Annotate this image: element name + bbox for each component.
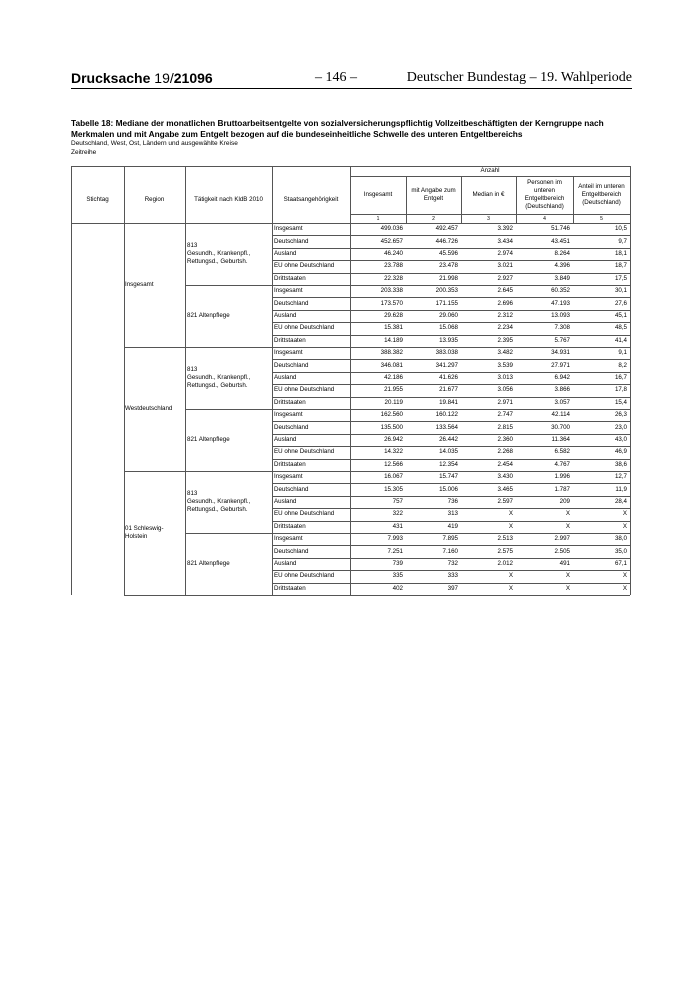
value-cell-col-3: 2.971 <box>497 398 513 406</box>
table-subtitle: Deutschland, West, Ost, Ländern und ausgewählte Kreise <box>71 140 238 147</box>
group-rule-2-1 <box>185 533 630 534</box>
value-cell-col-3: 2.927 <box>497 274 513 282</box>
value-cell-col-2: 492.457 <box>435 225 458 233</box>
staatsangehoerigkeit-cell: EU ohne Deutschland <box>274 448 335 456</box>
value-cell-col-1: 29.628 <box>384 312 403 319</box>
row-rule <box>272 583 630 584</box>
col-number-5: 5 <box>600 215 603 222</box>
value-cell-col-4: 491 <box>559 560 570 567</box>
value-cell-col-2: 160.122 <box>435 411 458 419</box>
value-cell-col-2: 21.998 <box>439 274 458 282</box>
value-cell-col-5: 38,0 <box>614 535 627 543</box>
value-cell-col-2: 419 <box>447 522 458 530</box>
drucksache-number-bold: 21096 <box>173 70 213 86</box>
value-cell-col-5: 45,1 <box>614 312 627 319</box>
col-rule-staat <box>272 166 273 223</box>
value-cell-col-1: 42.186 <box>384 374 403 381</box>
region-rule-1 <box>124 347 630 348</box>
value-cell-col-2: 732 <box>447 560 458 567</box>
value-cell-col-5: 11,9 <box>615 485 627 493</box>
value-cell-col-1: 452.657 <box>380 237 403 245</box>
value-cell-col-5: 41,4 <box>614 336 627 344</box>
row-rule <box>272 359 630 360</box>
page-number: – 146 – <box>315 70 357 85</box>
value-cell-col-1: 26.942 <box>384 436 403 443</box>
value-cell-col-2: 26.442 <box>439 436 458 443</box>
value-cell-col-1: 46.240 <box>384 250 403 257</box>
value-cell-col-3: 2.747 <box>497 411 513 419</box>
value-cell-col-4: 60.352 <box>551 287 570 295</box>
value-cell-col-3: 2.268 <box>497 448 513 456</box>
group-rule-1-1 <box>185 409 630 410</box>
region-rule-2 <box>124 471 630 472</box>
value-cell-col-3: 2.395 <box>497 336 513 344</box>
value-cell-col-5: 8,2 <box>618 361 627 369</box>
value-cell-col-4: 4.396 <box>554 262 570 270</box>
value-cell-col-5: 26,3 <box>614 411 627 419</box>
col-number-1: 1 <box>376 215 380 222</box>
group-staat-rule <box>272 347 273 409</box>
value-cell-col-5: 35,0 <box>614 547 627 555</box>
col-header-region: Region <box>144 195 165 203</box>
staatsangehoerigkeit-cell: EU ohne Deutschland <box>274 324 335 332</box>
staatsangehoerigkeit-cell: EU ohne Deutschland <box>274 572 335 580</box>
value-cell-col-2: 15.747 <box>439 473 458 481</box>
staatsangehoerigkeit-cell: Insgesamt <box>274 473 303 481</box>
staatsangehoerigkeit-cell: Drittstaaten <box>274 398 306 406</box>
staatsangehoerigkeit-cell: Deutschland <box>274 423 309 431</box>
col-header-taetigkeit: Tätigkeit nach KldB 2010 <box>194 195 263 203</box>
staatsangehoerigkeit-cell: EU ohne Deutschland <box>274 386 335 394</box>
value-cell-col-4: X <box>565 584 570 592</box>
group-staat-rule <box>272 409 273 471</box>
value-cell-col-4: 4.767 <box>554 460 570 468</box>
value-cell-col-3: 2.696 <box>497 299 513 307</box>
col-header-mit_angabe: mit Angabe zum Entgelt <box>411 187 456 202</box>
row-rule <box>272 397 630 398</box>
value-cell-col-2: 333 <box>447 572 458 580</box>
table-subtitle-series: Zeitreihe <box>71 149 97 156</box>
value-cell-col-3: 2.597 <box>497 498 513 505</box>
table-bottom-rule <box>124 595 630 596</box>
value-cell-col-3: 3.392 <box>497 225 513 233</box>
row-rule <box>272 273 630 274</box>
staatsangehoerigkeit-cell: Deutschland <box>274 485 309 493</box>
table-right-rule <box>630 166 631 595</box>
value-cell-col-2: 21.677 <box>439 386 458 394</box>
value-cell-col-4: 209 <box>559 498 570 505</box>
taetigkeit-label: 813 Gesundh., Krankenpfl., Rettungsd., Geburtsh. <box>187 490 251 513</box>
group-staat-rule <box>272 285 273 347</box>
value-cell-col-5: 23,0 <box>614 423 627 431</box>
group-left-rule <box>185 347 186 409</box>
value-cell-col-4: 47.193 <box>551 299 570 307</box>
value-cell-col-5: X <box>622 572 627 580</box>
row-rule <box>272 521 630 522</box>
value-cell-col-1: 499.036 <box>380 225 403 233</box>
value-cell-col-2: 14.035 <box>439 448 458 456</box>
value-cell-col-5: 28,4 <box>614 498 627 505</box>
staatsangehoerigkeit-cell: Ausland <box>274 312 297 319</box>
value-cell-col-3: 2.645 <box>497 287 513 295</box>
value-cell-col-3: 3.539 <box>497 361 513 369</box>
drucksache-number-prefix: 19/ <box>154 70 174 86</box>
value-cell-col-3: 3.021 <box>497 262 513 270</box>
taetigkeit-label: 813 Gesundh., Krankenpfl., Rettungsd., Geburtsh. <box>187 242 251 265</box>
value-cell-col-3: 2.974 <box>497 250 513 257</box>
value-cell-col-2: 397 <box>447 584 458 592</box>
row-rule <box>272 384 630 385</box>
value-cell-col-4: 3.849 <box>554 274 570 282</box>
drucksache-label: Drucksache <box>71 70 151 86</box>
value-cell-col-2: 736 <box>447 498 458 505</box>
group-left-rule <box>185 285 186 347</box>
row-rule <box>272 248 630 249</box>
value-cell-col-4: X <box>565 510 570 518</box>
value-cell-col-3: 3.434 <box>497 237 513 245</box>
group-rule-0-1 <box>185 285 630 286</box>
value-cell-col-2: 15.068 <box>439 324 458 332</box>
table-title: Tabelle 18: Mediane der monatlichen Bruttoarbeitsentgelte von sozialversicherungspflichtig Vollzeitbeschäftigten der Kerngruppe nach Merkmalen und mit Angabe zum Entgelt bezogen auf die bundeseinheitliche Schwelle des unteren Entgeltbereichs <box>71 118 604 139</box>
value-cell-col-4: 27.971 <box>551 361 570 369</box>
value-cell-col-3: 3.482 <box>497 349 513 357</box>
row-rule <box>272 545 630 546</box>
value-cell-col-3: 2.513 <box>497 535 513 543</box>
row-rule <box>272 421 630 422</box>
value-cell-col-1: 388.382 <box>380 349 403 357</box>
row-rule <box>272 446 630 447</box>
value-cell-col-1: 14.322 <box>384 448 403 456</box>
taetigkeit-label: 821 Altenpflege <box>187 312 230 319</box>
row-rule <box>272 310 630 311</box>
row-rule <box>272 235 630 236</box>
value-cell-col-4: 42.114 <box>551 411 570 419</box>
value-cell-col-2: 13.935 <box>439 336 458 344</box>
value-cell-col-1: 757 <box>392 498 403 505</box>
value-cell-col-4: 30.700 <box>551 423 570 431</box>
value-cell-col-5: 18,7 <box>614 262 627 270</box>
value-cell-col-5: 48,5 <box>614 324 627 332</box>
staatsangehoerigkeit-cell: Insgesamt <box>274 535 303 543</box>
value-cell-col-4: 3.057 <box>554 398 570 406</box>
row-rule <box>272 434 630 435</box>
staatsangehoerigkeit-cell: Ausland <box>274 498 297 505</box>
value-cell-col-5: 9,7 <box>618 237 627 245</box>
staatsangehoerigkeit-cell: Drittstaaten <box>274 522 306 530</box>
value-cell-col-5: X <box>622 584 627 592</box>
value-cell-col-5: 27,6 <box>614 299 627 307</box>
value-cell-col-5: 9,1 <box>618 349 627 357</box>
value-cell-col-5: 17,8 <box>614 386 627 394</box>
group-left-rule <box>185 533 186 595</box>
value-cell-col-4: 13.093 <box>551 312 570 319</box>
row-rule <box>272 558 630 559</box>
value-cell-col-3: 2.454 <box>497 460 513 468</box>
col-number-2: 2 <box>432 215 435 222</box>
value-cell-col-3: X <box>508 510 513 518</box>
value-cell-col-2: 45.596 <box>439 250 458 257</box>
value-cell-col-4: 3.866 <box>554 386 570 394</box>
staatsangehoerigkeit-cell: Drittstaaten <box>274 584 306 592</box>
value-cell-col-5: 16,7 <box>614 374 627 381</box>
value-cell-col-3: 2.312 <box>497 312 513 319</box>
value-cell-col-2: 7.160 <box>442 547 458 555</box>
value-cell-col-2: 12.354 <box>439 460 458 468</box>
value-cell-col-1: 335 <box>392 572 403 580</box>
value-cell-col-5: 15,4 <box>614 398 627 406</box>
region-name: 01 Schleswig- Holstein <box>125 525 164 540</box>
value-cell-col-4: 6.942 <box>554 374 570 381</box>
value-cell-col-1: 22.328 <box>384 274 403 282</box>
value-cell-col-1: 7.251 <box>387 547 403 555</box>
value-cell-col-3: X <box>508 572 513 580</box>
value-cell-col-4: X <box>565 572 570 580</box>
taetigkeit-label: 813 Gesundh., Krankenpfl., Rettungsd., Geburtsh. <box>187 366 251 389</box>
col-header-stichtag: Stichtag <box>86 195 109 203</box>
value-cell-col-5: 30,1 <box>614 287 627 295</box>
table-left-rule <box>71 166 72 595</box>
staatsangehoerigkeit-cell: Ausland <box>274 250 297 257</box>
col-number-4: 4 <box>543 215 546 222</box>
value-cell-col-3: 3.013 <box>497 374 513 381</box>
value-cell-col-2: 171.155 <box>435 299 458 307</box>
staatsangehoerigkeit-cell: Ausland <box>274 560 297 567</box>
value-cell-col-1: 402 <box>392 584 403 592</box>
value-cell-col-3: 2.012 <box>497 560 513 567</box>
value-cell-col-2: 313 <box>447 510 458 518</box>
col-rule-taetigkeit <box>185 166 186 223</box>
value-cell-col-5: 38,6 <box>614 460 627 468</box>
value-cell-col-1: 7.993 <box>387 535 403 543</box>
value-cell-col-4: 2.505 <box>554 547 570 555</box>
publisher: Deutscher Bundestag – 19. Wahlperiode <box>406 70 632 85</box>
value-cell-col-2: 29.060 <box>439 312 458 319</box>
row-rule <box>272 372 630 373</box>
row-rule <box>272 459 630 460</box>
staatsangehoerigkeit-cell: Deutschland <box>274 237 309 245</box>
taetigkeit-label: 821 Altenpflege <box>187 436 230 443</box>
group-left-rule <box>185 223 186 285</box>
value-cell-col-4: 11.364 <box>551 436 570 443</box>
col-header-anzahl: Anzahl <box>480 167 500 174</box>
row-rule <box>272 335 630 336</box>
value-cell-col-5: 12,7 <box>614 473 627 481</box>
value-cell-col-5: X <box>622 522 627 530</box>
value-cell-col-5: 46,9 <box>614 448 627 456</box>
value-cell-col-2: 23.478 <box>439 262 458 270</box>
value-cell-col-2: 133.564 <box>435 423 458 431</box>
value-cell-col-1: 739 <box>392 560 403 567</box>
row-rule <box>272 508 630 509</box>
staatsangehoerigkeit-cell: Drittstaaten <box>274 460 306 468</box>
value-cell-col-4: 5.767 <box>554 336 570 344</box>
row-rule <box>272 496 630 497</box>
value-cell-col-1: 322 <box>392 510 403 518</box>
staatsangehoerigkeit-cell: Insgesamt <box>274 225 303 233</box>
col-header-median: Median in € <box>472 191 505 198</box>
staatsangehoerigkeit-cell: Deutschland <box>274 299 309 307</box>
value-cell-col-3: 3.430 <box>497 473 513 481</box>
taetigkeit-label: 821 Altenpflege <box>187 560 230 567</box>
row-rule <box>272 570 630 571</box>
value-cell-col-1: 203.338 <box>380 287 403 295</box>
value-cell-col-3: 2.360 <box>497 436 513 443</box>
value-cell-col-1: 162.560 <box>380 411 403 419</box>
staatsangehoerigkeit-cell: Deutschland <box>274 361 309 369</box>
group-staat-rule <box>272 471 273 533</box>
value-cell-col-1: 173.570 <box>380 299 403 307</box>
col-header-anteil: Anteil im unteren Entgeltbereich (Deutschland) <box>578 183 625 206</box>
value-cell-col-4: 43.451 <box>551 237 570 245</box>
value-cell-col-1: 16.067 <box>384 473 403 481</box>
value-cell-col-3: 3.465 <box>497 485 513 493</box>
staatsangehoerigkeit-cell: Insgesamt <box>274 349 303 357</box>
value-cell-col-1: 135.500 <box>380 423 403 431</box>
staatsangehoerigkeit-cell: Ausland <box>274 374 297 381</box>
value-cell-col-5: 18,1 <box>614 250 627 257</box>
value-cell-col-1: 20.119 <box>384 398 403 406</box>
value-cell-col-5: 10,5 <box>614 225 627 233</box>
value-cell-col-4: 6.582 <box>554 448 570 456</box>
col-header-insgesamt: Insgesamt <box>363 191 393 198</box>
region-name: Insgesamt <box>125 281 154 288</box>
group-staat-rule <box>272 223 273 285</box>
staatsangehoerigkeit-cell: Ausland <box>274 436 297 443</box>
value-cell-col-3: 3.056 <box>497 386 513 394</box>
value-cell-col-4: 1.996 <box>554 473 570 481</box>
staatsangehoerigkeit-cell: EU ohne Deutschland <box>274 262 335 270</box>
value-cell-col-1: 12.566 <box>384 460 403 468</box>
value-cell-col-4: X <box>565 522 570 530</box>
col-header-personen: Personen im unteren Entgeltbereich (Deutschland) <box>524 179 565 210</box>
value-cell-col-1: 23.788 <box>384 262 403 270</box>
row-rule <box>272 260 630 261</box>
anzahl-rule <box>350 176 630 177</box>
value-cell-col-4: 1.787 <box>554 485 570 493</box>
staatsangehoerigkeit-cell: Deutschland <box>274 547 309 555</box>
group-left-rule <box>185 471 186 533</box>
value-cell-col-5: 17,5 <box>614 274 627 282</box>
value-cell-col-3: X <box>508 522 513 530</box>
value-cell-col-1: 15.381 <box>384 324 403 332</box>
staatsangehoerigkeit-cell: EU ohne Deutschland <box>274 510 335 518</box>
value-cell-col-3: X <box>508 584 513 592</box>
value-cell-col-5: X <box>622 510 627 518</box>
value-cell-col-2: 200.353 <box>435 287 458 295</box>
value-cell-col-5: 67,1 <box>614 560 627 567</box>
staatsangehoerigkeit-cell: Drittstaaten <box>274 274 306 282</box>
group-left-rule <box>185 409 186 471</box>
value-cell-col-2: 383.038 <box>435 349 458 357</box>
value-cell-col-2: 341.297 <box>435 361 458 369</box>
staatsangehoerigkeit-cell: Insgesamt <box>274 287 303 295</box>
row-rule <box>272 297 630 298</box>
value-cell-col-2: 15.006 <box>439 485 458 493</box>
value-cell-col-2: 446.726 <box>435 237 458 245</box>
value-cell-col-5: 43,0 <box>614 436 627 443</box>
value-cell-col-2: 19.841 <box>439 398 458 406</box>
col-number-3: 3 <box>487 215 490 222</box>
group-staat-rule <box>272 533 273 595</box>
value-cell-col-3: 2.234 <box>497 324 513 332</box>
value-cell-col-4: 51.746 <box>551 225 570 233</box>
row-rule <box>272 322 630 323</box>
value-cell-col-3: 2.575 <box>497 547 513 555</box>
staatsangehoerigkeit-cell: Insgesamt <box>274 411 303 419</box>
staatsangehoerigkeit-cell: Drittstaaten <box>274 336 306 344</box>
value-cell-col-4: 34.931 <box>551 349 570 357</box>
value-cell-col-1: 346.081 <box>380 361 403 369</box>
row-rule <box>272 483 630 484</box>
value-cell-col-1: 14.189 <box>384 336 403 344</box>
value-cell-col-2: 7.895 <box>442 535 458 543</box>
region-name: Westdeutschland <box>125 405 173 412</box>
value-cell-col-4: 7.308 <box>554 324 570 332</box>
value-cell-col-4: 8.264 <box>554 250 570 257</box>
value-cell-col-1: 431 <box>392 522 403 530</box>
value-cell-col-4: 2.997 <box>554 535 570 543</box>
value-cell-col-1: 21.955 <box>384 386 403 394</box>
col-header-staat: Staatsangehörigkeit <box>283 195 339 203</box>
value-cell-col-2: 41.626 <box>439 374 458 381</box>
value-cell-col-1: 15.305 <box>384 485 403 493</box>
value-cell-col-3: 2.815 <box>497 423 513 431</box>
